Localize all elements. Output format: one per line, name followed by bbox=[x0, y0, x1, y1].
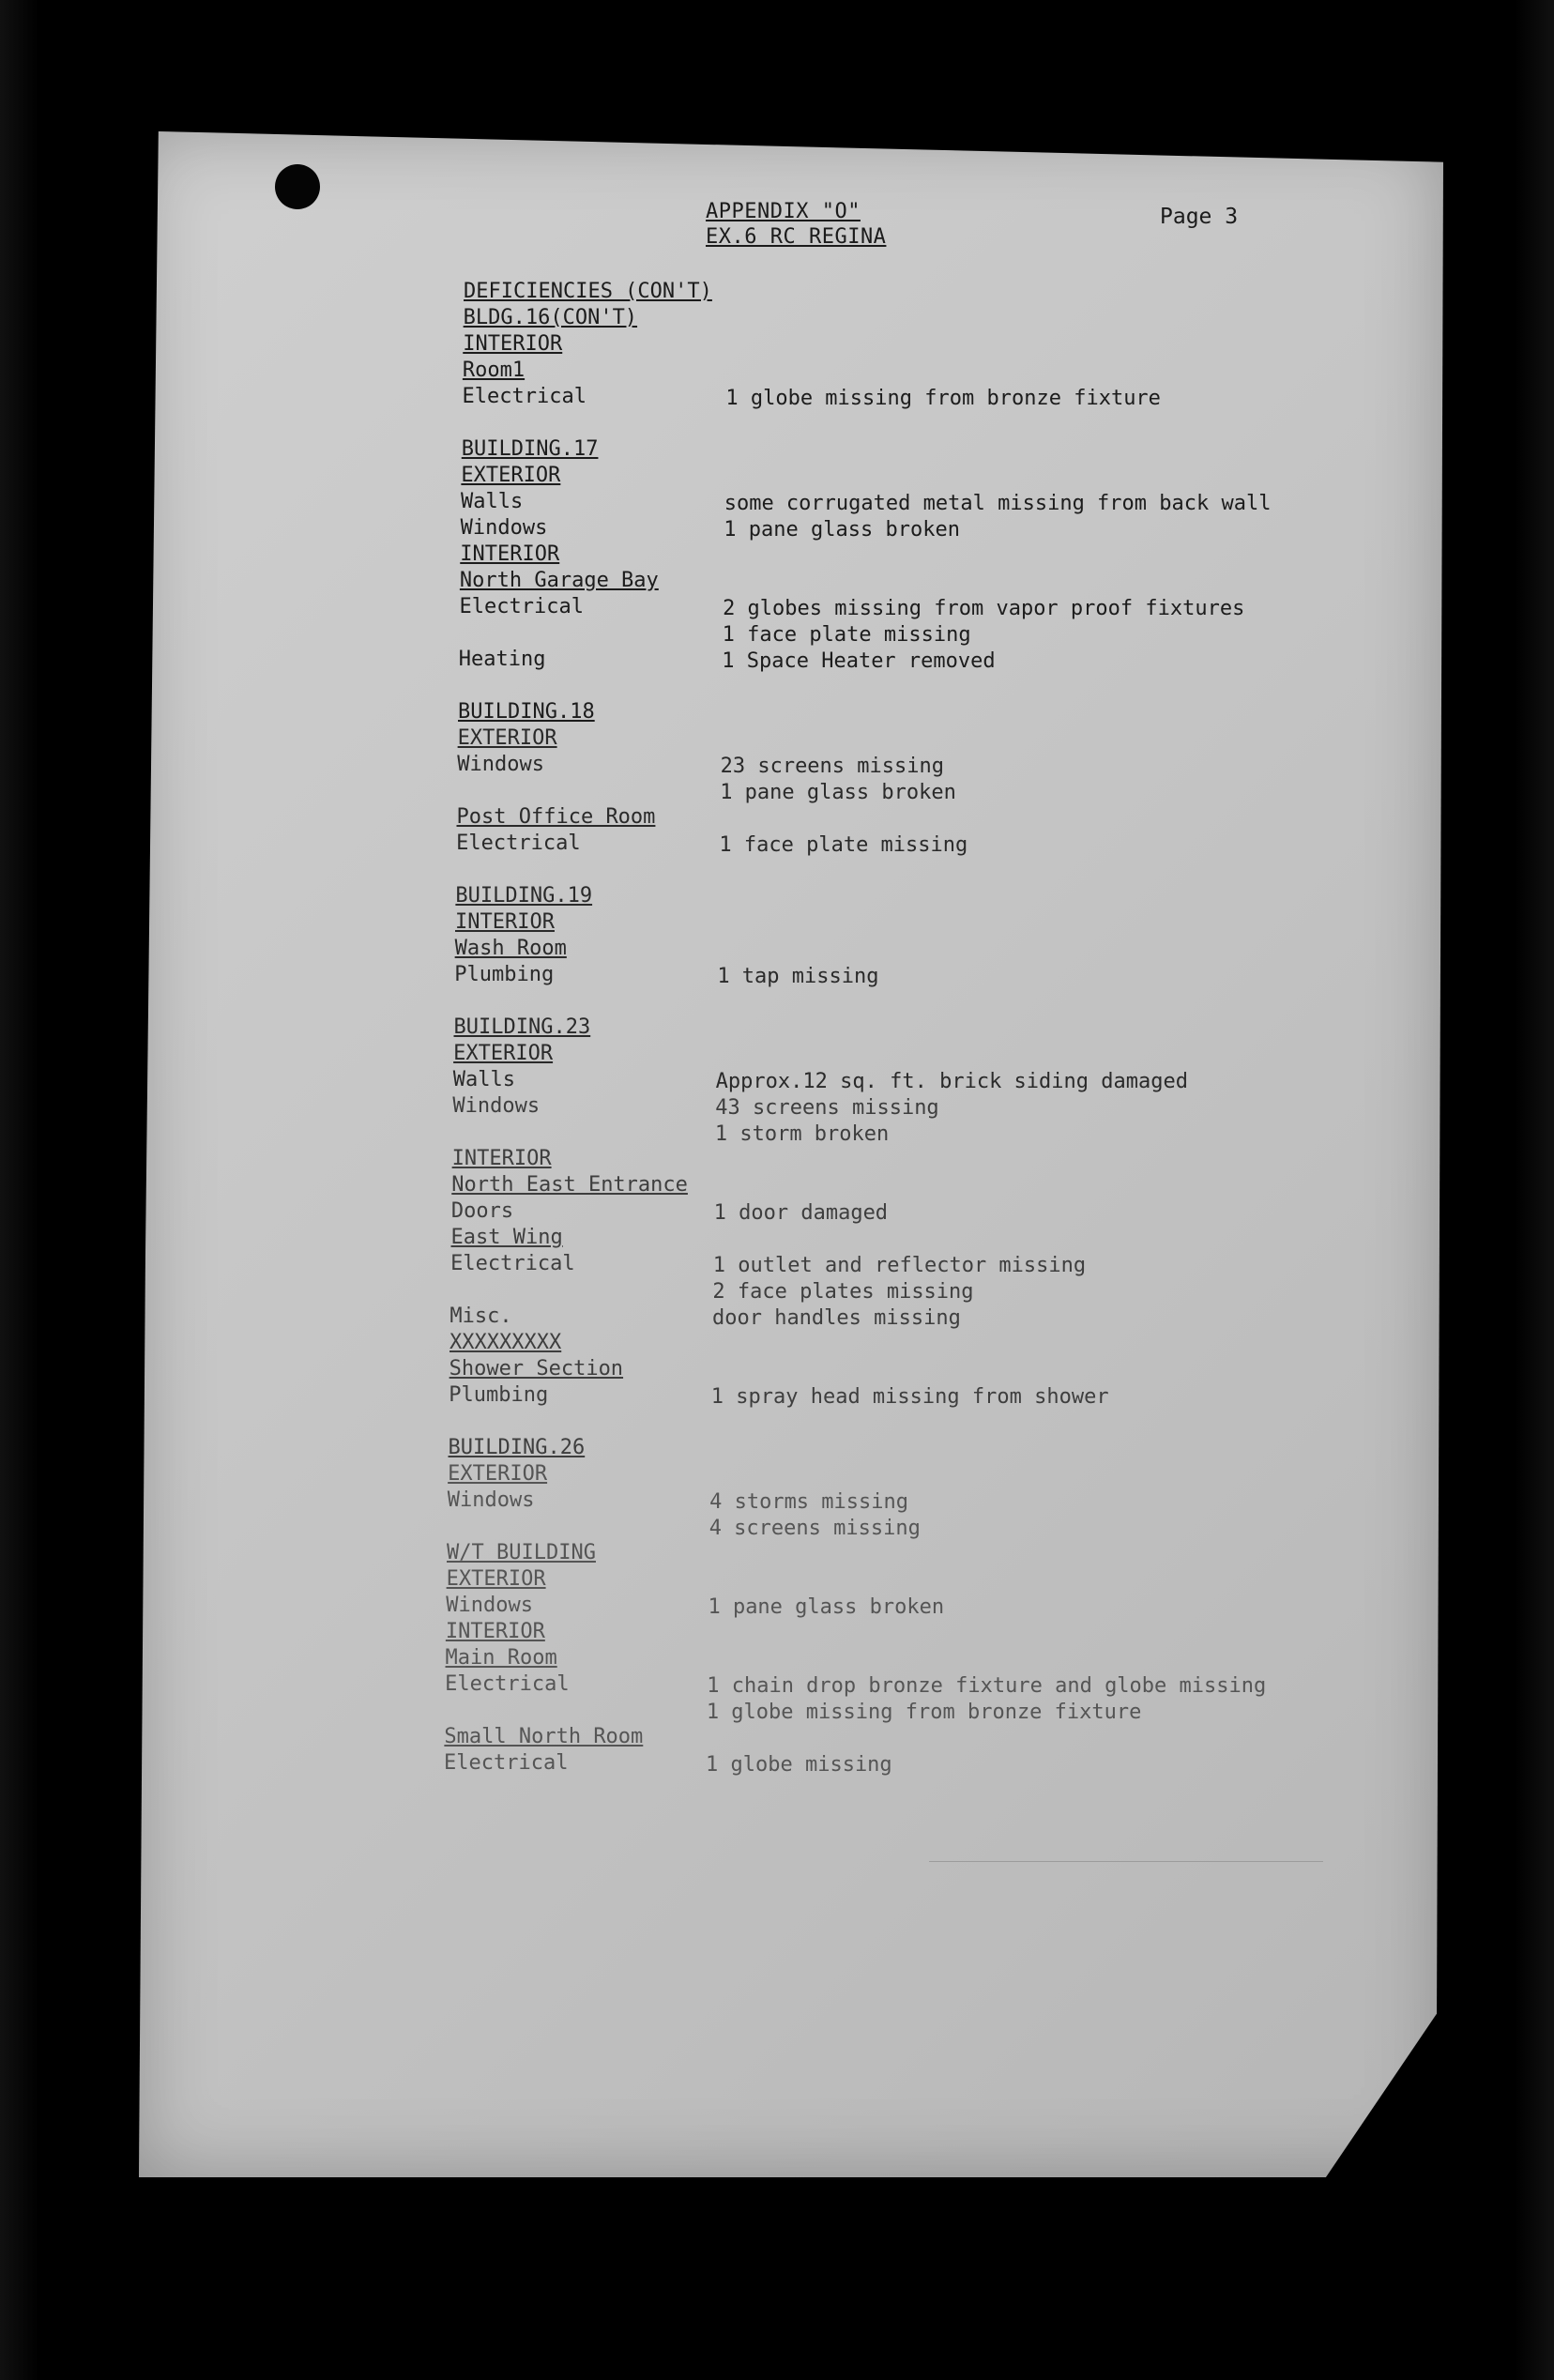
section-heading: BUILDING.19 bbox=[455, 884, 593, 908]
section-heading: INTERIOR bbox=[460, 542, 560, 566]
category-label: Electrical bbox=[459, 595, 584, 618]
category-label: Electrical bbox=[444, 1751, 569, 1775]
section-heading: Room1 bbox=[462, 359, 526, 382]
deficiency-description: 4 screens missing bbox=[708, 1517, 921, 1540]
section-heading: INTERIOR bbox=[463, 332, 563, 356]
deficiency-description: 2 face plates missing bbox=[712, 1280, 974, 1304]
category-label: Windows bbox=[457, 753, 544, 776]
deficiency-description: 1 pane glass broken bbox=[720, 781, 956, 804]
section-heading: Wash Room bbox=[454, 937, 567, 960]
category-label: Heating bbox=[458, 648, 546, 671]
deficiency-description: 2 globes missing from vapor proof fixtures bbox=[723, 597, 1245, 620]
section-heading: Main Room bbox=[445, 1646, 557, 1670]
category-label: Windows bbox=[460, 516, 548, 540]
section-heading: Post Office Room bbox=[456, 805, 656, 829]
category-label: Windows bbox=[446, 1594, 533, 1617]
punch-hole bbox=[275, 164, 320, 209]
deficiency-description: 1 Space Heater removed bbox=[722, 649, 996, 673]
faint-rule bbox=[929, 1861, 1323, 1862]
category-label: Misc. bbox=[449, 1304, 512, 1328]
section-heading: BUILDING.17 bbox=[461, 437, 599, 461]
section-heading: BUILDING.23 bbox=[453, 1015, 591, 1039]
section-heading: Shower Section bbox=[449, 1357, 624, 1381]
section-heading: EXTERIOR bbox=[461, 464, 561, 487]
page-number: Page 3 bbox=[1160, 205, 1239, 229]
appendix-title: APPENDIX "O" bbox=[706, 200, 861, 223]
deficiency-description: 43 screens missing bbox=[715, 1096, 939, 1120]
category-label: Plumbing bbox=[449, 1383, 549, 1407]
section-heading: W/T BUILDING bbox=[447, 1541, 596, 1564]
deficiency-description: 1 pane glass broken bbox=[708, 1595, 945, 1619]
section-heading: North Garage Bay bbox=[459, 569, 659, 592]
deficiency-description: 1 globe missing from bronze fixture bbox=[706, 1701, 1142, 1724]
section-heading: XXXXXXXXX bbox=[449, 1331, 562, 1354]
section-heading: EXTERIOR bbox=[453, 1042, 554, 1065]
deficiency-description: 1 face plate missing bbox=[719, 833, 968, 857]
deficiency-description: 4 storms missing bbox=[709, 1490, 909, 1514]
deficiency-description: some corrugated metal missing from back wall bbox=[724, 492, 1272, 515]
scan-border-left bbox=[0, 0, 66, 2380]
deficiency-description: 23 screens missing bbox=[720, 755, 945, 778]
category-label: Electrical bbox=[445, 1672, 570, 1696]
document-header bbox=[706, 199, 886, 250]
category-label: Walls bbox=[461, 490, 524, 513]
section-heading: EXTERIOR bbox=[446, 1567, 546, 1591]
category-label: Plumbing bbox=[454, 963, 555, 986]
section-heading: North East Entrance bbox=[451, 1173, 688, 1197]
unit-location: EX.6 RC REGINA bbox=[706, 225, 887, 249]
deficiency-description: 1 globe missing bbox=[706, 1753, 892, 1777]
category-label: Windows bbox=[447, 1488, 535, 1512]
section-heading: BUILDING.18 bbox=[458, 700, 595, 724]
deficiency-description: 1 spray head missing from shower bbox=[710, 1385, 1109, 1409]
section-heading: East Wing bbox=[450, 1226, 563, 1249]
deficiency-description: Approx.12 sq. ft. brick siding damaged bbox=[715, 1070, 1188, 1093]
deficiency-description: 1 door damaged bbox=[713, 1201, 889, 1225]
section-heading: INTERIOR bbox=[455, 910, 555, 934]
section-heading: BLDG.16(CON'T) bbox=[463, 306, 638, 329]
category-label: Electrical bbox=[462, 385, 587, 408]
section-heading: INTERIOR bbox=[451, 1147, 552, 1170]
section-heading: EXTERIOR bbox=[457, 726, 557, 750]
deficiency-description: 1 tap missing bbox=[717, 965, 879, 988]
deficiency-description: 1 pane glass broken bbox=[724, 518, 960, 542]
category-label: Walls bbox=[452, 1068, 515, 1091]
section-heading: BUILDING.26 bbox=[448, 1436, 586, 1459]
deficiency-description: 1 outlet and reflector missing bbox=[712, 1254, 1087, 1277]
section-heading: EXTERIOR bbox=[448, 1462, 548, 1486]
section-heading: DEFICIENCIES (CON'T) bbox=[464, 280, 712, 303]
deficiency-description: 1 face plate missing bbox=[722, 623, 971, 647]
document-page bbox=[139, 131, 1443, 2177]
deficiency-description: 1 storm broken bbox=[714, 1122, 890, 1146]
category-label: Windows bbox=[452, 1094, 541, 1118]
section-heading: INTERIOR bbox=[445, 1620, 545, 1643]
deficiency-description: 1 chain drop bronze fixture and globe missing bbox=[707, 1674, 1267, 1698]
category-label: Electrical bbox=[450, 1252, 575, 1275]
deficiency-description: door handles missing bbox=[711, 1306, 961, 1330]
section-heading: Small North Room bbox=[444, 1725, 644, 1748]
category-label: Electrical bbox=[456, 831, 581, 855]
scan-border-right bbox=[1488, 0, 1554, 2380]
category-label: Doors bbox=[450, 1199, 514, 1223]
deficiency-description: 1 globe missing from bronze fixture bbox=[725, 387, 1161, 410]
